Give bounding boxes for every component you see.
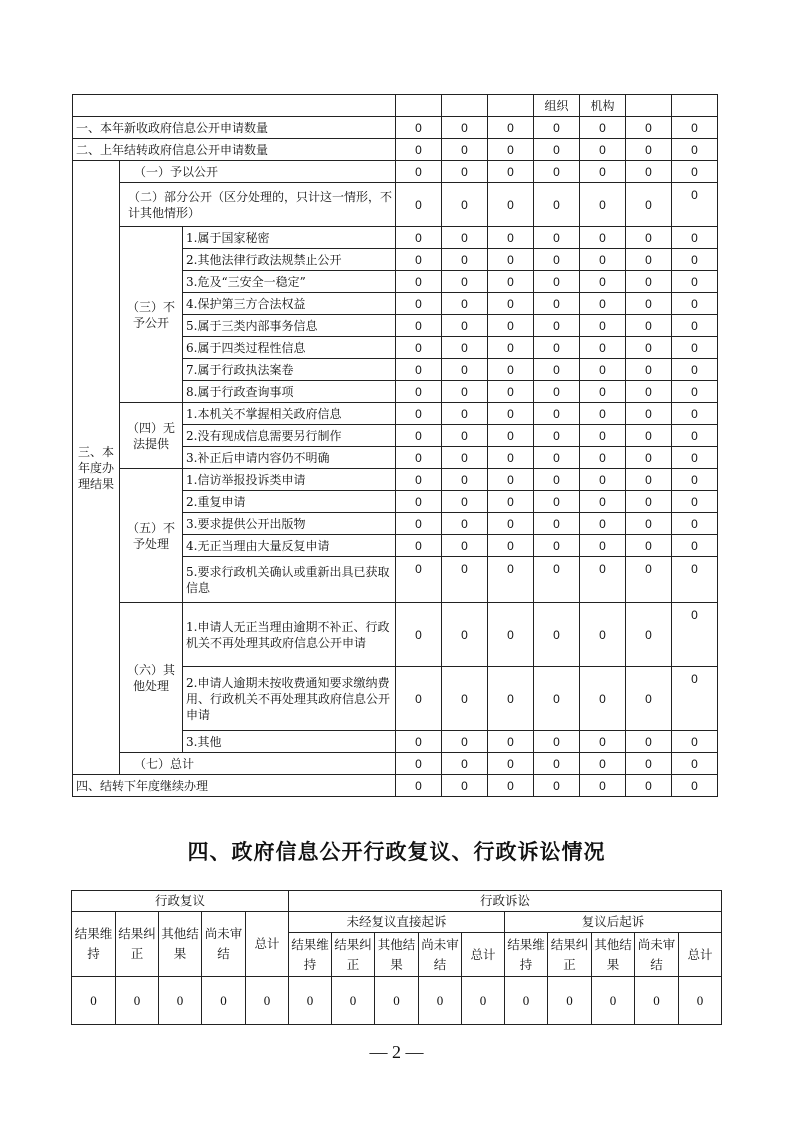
value-cell: 0 [534,603,580,667]
value-cell: 0 [626,775,672,797]
value-cell: 0 [580,535,626,557]
value-cell: 0 [534,535,580,557]
value-cell: 0 [626,117,672,139]
value-cell: 0 [534,403,580,425]
review-col-label: 结果纠正 [116,912,159,977]
value-cell: 0 [396,359,442,381]
value-cell: 0 [396,403,442,425]
value-cell: 0 [626,731,672,753]
value-cell: 0 [488,491,534,513]
application-stats-table [72,94,718,797]
value-cell: 0 [580,271,626,293]
value-cell: 0 [580,447,626,469]
value-cell: 0 [626,491,672,513]
value-cell: 0 [534,513,580,535]
item-label: 1.信访举报投诉类申请 [183,469,396,491]
column-header [396,95,442,117]
value-cell: 0 [442,403,488,425]
value-cell: 0 [442,775,488,797]
value-cell: 0 [672,381,718,403]
value-cell: 0 [534,469,580,491]
value-cell: 0 [396,491,442,513]
value-cell: 0 [534,161,580,183]
value-cell: 0 [626,753,672,775]
value-cell: 0 [488,337,534,359]
item-label: 3.危及“三安全一稳定” [183,271,396,293]
value-cell: 0 [580,753,626,775]
header-blank [73,95,396,117]
value-cell: 0 [488,293,534,315]
value-cell: 0 [488,535,534,557]
value-cell: 0 [580,513,626,535]
value-cell: 0 [488,403,534,425]
value-cell: 0 [488,731,534,753]
value-cell: 0 [626,227,672,249]
item-label: 4.无正当理由大量反复申请 [183,535,396,557]
row-label: 二、上年结转政府信息公开申请数量 [73,139,396,161]
column-header [488,95,534,117]
direct-col-label: 总计 [462,933,505,977]
value-cell: 0 [626,403,672,425]
value-cell: 0 [442,139,488,161]
value-cell: 0 [626,381,672,403]
value-cell: 0 [396,271,442,293]
value-cell: 0 [672,337,718,359]
item-label: 7.属于行政执法案卷 [183,359,396,381]
value-cell: 0 [442,161,488,183]
value-cell: 0 [488,227,534,249]
group-label: （三）不予公开 [120,227,183,403]
value-cell: 0 [488,381,534,403]
item-label: 5.属于三类内部事务信息 [183,315,396,337]
value-cell: 0 [396,139,442,161]
row-label: 一、本年新收政府信息公开申请数量 [73,117,396,139]
group-label: （五）不予处理 [120,469,183,603]
row-label: 四、结转下年度继续办理 [73,775,396,797]
direct-col-label: 其他结果 [375,933,419,977]
value-cell: 0 [580,315,626,337]
value-cell: 0 [488,249,534,271]
value-cell: 0 [442,447,488,469]
value-cell: 0 [488,469,534,491]
value-cell: 0 [488,557,534,603]
value-cell: 0 [534,491,580,513]
value-cell: 0 [488,603,534,667]
value-cell: 0 [396,425,442,447]
after-col-label: 尚未审结 [635,933,679,977]
review-col-label: 尚未审结 [202,912,246,977]
value-cell: 0 [488,117,534,139]
after-value: 0 [635,977,679,1025]
value-cell: 0 [442,603,488,667]
value-cell: 0 [672,469,718,491]
value-cell: 0 [442,667,488,731]
value-cell: 0 [534,315,580,337]
value-cell: 0 [580,557,626,603]
value-cell: 0 [672,775,718,797]
value-cell: 0 [580,249,626,271]
value-cell: 0 [534,249,580,271]
direct-value: 0 [419,977,462,1025]
value-cell: 0 [672,227,718,249]
value-cell: 0 [442,469,488,491]
value-cell: 0 [534,775,580,797]
item-label: 1.本机关不掌握相关政府信息 [183,403,396,425]
value-cell: 0 [442,249,488,271]
value-cell: 0 [442,491,488,513]
value-cell: 0 [580,337,626,359]
value-cell: 0 [534,337,580,359]
item-label: 1.申请人无正当理由逾期不补正、行政机关不再处理其政府信息公开申请 [183,603,396,667]
value-cell: 0 [672,447,718,469]
item-label: 2.重复申请 [183,491,396,513]
value-cell: 0 [534,447,580,469]
value-cell: 0 [672,603,718,667]
item-label: 2.其他法律行政法规禁止公开 [183,249,396,271]
value-cell: 0 [534,753,580,775]
value-cell: 0 [672,425,718,447]
value-cell: 0 [534,271,580,293]
value-cell: 0 [488,139,534,161]
value-cell: 0 [488,513,534,535]
value-cell: 0 [534,557,580,603]
value-cell: 0 [626,315,672,337]
value-cell: 0 [488,775,534,797]
value-cell: 0 [672,293,718,315]
value-cell: 0 [396,381,442,403]
value-cell: 0 [580,293,626,315]
value-cell: 0 [396,315,442,337]
value-cell: 0 [626,603,672,667]
value-cell: 0 [626,425,672,447]
value-cell: 0 [396,603,442,667]
value-cell: 0 [580,381,626,403]
review-col-label: 总计 [246,912,289,977]
row-label: （一）予以公开 [120,161,396,183]
value-cell: 0 [626,513,672,535]
review-value: 0 [246,977,289,1025]
item-label: 2.没有现成信息需要另行制作 [183,425,396,447]
value-cell: 0 [396,557,442,603]
value-cell: 0 [534,381,580,403]
value-cell: 0 [626,249,672,271]
item-label: 2.申请人逾期未按收费通知要求缴纳费用、行政机关不再处理其政府信息公开申请 [183,667,396,731]
value-cell: 0 [396,731,442,753]
value-cell: 0 [626,271,672,293]
direct-value: 0 [332,977,375,1025]
column-header: 组织 [534,95,580,117]
value-cell: 0 [672,557,718,603]
value-cell: 0 [488,447,534,469]
value-cell: 0 [442,753,488,775]
direct-suit-header: 未经复议直接起诉 [289,912,505,933]
value-cell: 0 [580,227,626,249]
value-cell: 0 [672,667,718,731]
column-header [442,95,488,117]
value-cell: 0 [534,139,580,161]
review-header: 行政复议 [72,891,289,912]
value-cell: 0 [626,447,672,469]
value-cell: 0 [626,557,672,603]
value-cell: 0 [396,227,442,249]
review-value: 0 [72,977,116,1025]
value-cell: 0 [396,513,442,535]
value-cell: 0 [396,161,442,183]
value-cell: 0 [534,117,580,139]
value-cell: 0 [672,753,718,775]
row-label: （七）总计 [120,753,396,775]
after-value: 0 [679,977,722,1025]
column-header [626,95,672,117]
value-cell: 0 [396,447,442,469]
value-cell: 0 [580,603,626,667]
value-cell: 0 [580,491,626,513]
value-cell: 0 [626,183,672,227]
item-label: 3.要求提供公开出版物 [183,513,396,535]
review-litigation-table [71,890,722,1025]
value-cell: 0 [488,271,534,293]
value-cell: 0 [626,337,672,359]
value-cell: 0 [672,359,718,381]
value-cell: 0 [580,161,626,183]
value-cell: 0 [488,667,534,731]
direct-col-label: 结果维持 [289,933,332,977]
value-cell: 0 [580,403,626,425]
value-cell: 0 [488,753,534,775]
value-cell: 0 [488,425,534,447]
value-cell: 0 [488,315,534,337]
value-cell: 0 [580,117,626,139]
value-cell: 0 [396,535,442,557]
value-cell: 0 [672,535,718,557]
after-col-label: 其他结果 [592,933,635,977]
item-label: 3.其他 [183,731,396,753]
value-cell: 0 [442,337,488,359]
value-cell: 0 [672,161,718,183]
review-value: 0 [116,977,159,1025]
review-value: 0 [159,977,202,1025]
value-cell: 0 [442,315,488,337]
item-label: 6.属于四类过程性信息 [183,337,396,359]
column-header [672,95,718,117]
value-cell: 0 [580,359,626,381]
value-cell: 0 [626,667,672,731]
review-col-label: 结果维持 [72,912,116,977]
value-cell: 0 [396,183,442,227]
value-cell: 0 [396,753,442,775]
after-col-label: 结果维持 [505,933,548,977]
value-cell: 0 [626,359,672,381]
value-cell: 0 [442,271,488,293]
section-4-title: 四、政府信息公开行政复议、行政诉讼情况 [187,840,606,864]
item-label: 5.要求行政机关确认或重新出具已获取信息 [183,557,396,603]
value-cell: 0 [442,731,488,753]
value-cell: 0 [488,183,534,227]
row-label: （二）部分公开（区分处理的，只计这一情形，不计其他情形） [120,183,396,227]
direct-value: 0 [462,977,505,1025]
value-cell: 0 [534,293,580,315]
value-cell: 0 [672,513,718,535]
direct-value: 0 [289,977,332,1025]
value-cell: 0 [534,667,580,731]
value-cell: 0 [672,117,718,139]
value-cell: 0 [534,425,580,447]
section-3-label: 三、本年度办理结果 [73,161,120,775]
value-cell: 0 [442,293,488,315]
value-cell: 0 [442,557,488,603]
item-label: 3.补正后申请内容仍不明确 [183,447,396,469]
group-label: （四）无法提供 [120,403,183,469]
value-cell: 0 [396,293,442,315]
value-cell: 0 [672,139,718,161]
value-cell: 0 [396,337,442,359]
value-cell: 0 [442,513,488,535]
after-col-label: 结果纠正 [548,933,592,977]
value-cell: 0 [534,183,580,227]
value-cell: 0 [672,249,718,271]
value-cell: 0 [488,359,534,381]
value-cell: 0 [442,425,488,447]
value-cell: 0 [672,315,718,337]
value-cell: 0 [580,667,626,731]
item-label: 8.属于行政查询事项 [183,381,396,403]
after-value: 0 [592,977,635,1025]
value-cell: 0 [534,731,580,753]
value-cell: 0 [626,293,672,315]
review-value: 0 [202,977,246,1025]
after-col-label: 总计 [679,933,722,977]
value-cell: 0 [396,117,442,139]
value-cell: 0 [672,271,718,293]
value-cell: 0 [396,667,442,731]
value-cell: 0 [626,161,672,183]
value-cell: 0 [626,535,672,557]
value-cell: 0 [580,425,626,447]
page-number: — 2 — [369,1042,424,1062]
review-col-label: 其他结果 [159,912,202,977]
value-cell: 0 [534,227,580,249]
direct-col-label: 结果纠正 [332,933,375,977]
value-cell: 0 [626,469,672,491]
value-cell: 0 [396,249,442,271]
after-review-header: 复议后起诉 [505,912,722,933]
value-cell: 0 [580,183,626,227]
value-cell: 0 [488,161,534,183]
value-cell: 0 [626,139,672,161]
value-cell: 0 [672,183,718,227]
value-cell: 0 [442,381,488,403]
direct-col-label: 尚未审结 [419,933,462,977]
value-cell: 0 [442,227,488,249]
value-cell: 0 [580,731,626,753]
item-label: 1.属于国家秘密 [183,227,396,249]
value-cell: 0 [442,183,488,227]
after-value: 0 [505,977,548,1025]
litigation-header: 行政诉讼 [289,891,722,912]
value-cell: 0 [580,469,626,491]
column-header: 机构 [580,95,626,117]
value-cell: 0 [442,535,488,557]
value-cell: 0 [396,775,442,797]
value-cell: 0 [442,117,488,139]
value-cell: 0 [672,491,718,513]
value-cell: 0 [396,469,442,491]
item-label: 4.保护第三方合法权益 [183,293,396,315]
after-value: 0 [548,977,592,1025]
value-cell: 0 [672,403,718,425]
group-label: （六）其他处理 [120,603,183,753]
value-cell: 0 [580,775,626,797]
value-cell: 0 [672,731,718,753]
value-cell: 0 [442,359,488,381]
value-cell: 0 [580,139,626,161]
value-cell: 0 [534,359,580,381]
direct-value: 0 [375,977,419,1025]
